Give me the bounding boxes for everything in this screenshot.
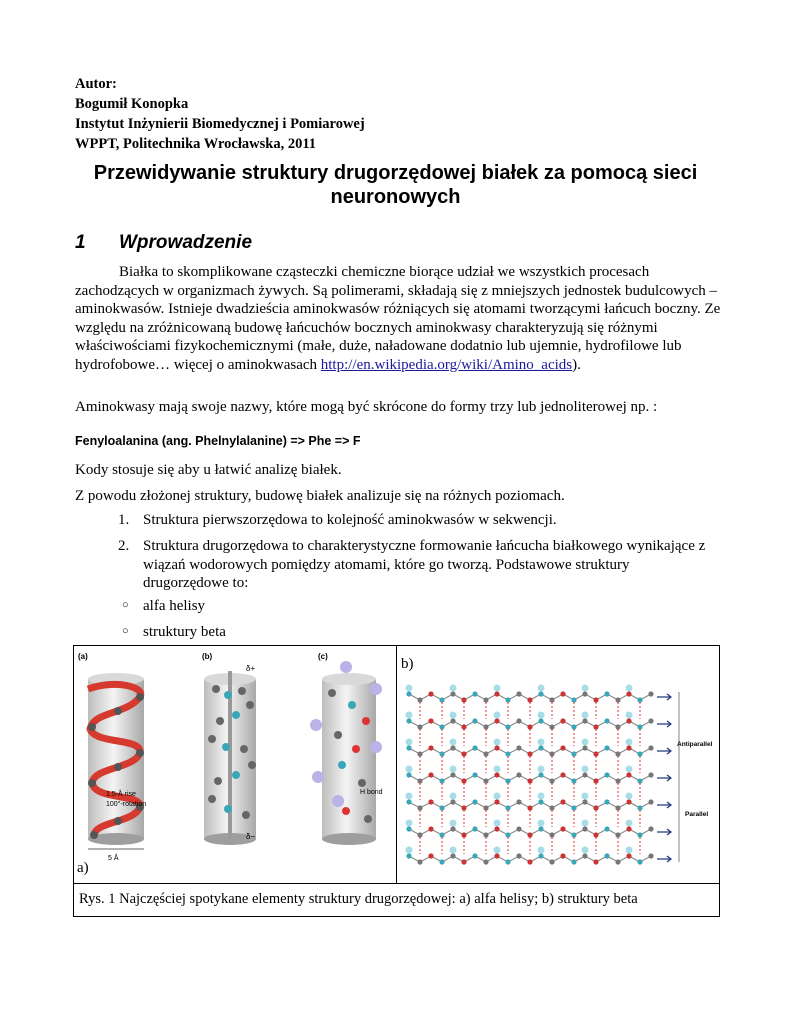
list-item: [118, 537, 718, 593]
list-number: 1.: [118, 512, 130, 528]
section-number: 1: [75, 232, 86, 253]
intro-paragraph: [75, 263, 725, 374]
strand-direction-arrow-icon: [657, 856, 671, 862]
codes-paragraph: Kody stosuje się aby u łatwić analizę białek.: [75, 462, 342, 478]
delta-minus-label: δ−: [246, 832, 256, 841]
amino-acids-link[interactable]: http://en.wikipedia.org/wiki/Amino_acids: [320, 356, 573, 373]
helix-cylinder-top: [322, 673, 376, 685]
figure-caption: Rys. 1 Najczęściej spotykane elementy struktury drugorzędowej: a) alfa helisy; b) struktury beta: [79, 891, 638, 907]
author-institute: Instytut Inżynierii Biomedycznej i Pomiarowej: [75, 116, 365, 132]
bullet-item: [122, 598, 205, 615]
width-label: 5 Å: [108, 855, 119, 862]
figure-divider-horizontal: [74, 883, 719, 884]
list-text: Struktura drugorzędowa to charakterystyczne formowanie łańcucha białkowego wynikające z wiązań wodorowych pomiędzy atomami, które go tworzą. Podstawowe struktury drugorzędowe to:: [143, 538, 706, 591]
bullet-text: struktury beta: [143, 624, 226, 640]
beta-sheet-illustration: [399, 684, 717, 874]
levels-paragraph: Z powodu złożonej struktury, budowę białek analizuje się na różnych poziomach.: [75, 488, 565, 504]
sub-label-c: (c): [318, 652, 328, 661]
strand-direction-arrow-icon: [657, 694, 671, 700]
antiparallel-label: Antiparallel: [677, 741, 713, 748]
author-name: Bogumił Konopka: [75, 96, 189, 112]
parallel-label: Parallel: [685, 811, 709, 818]
document-title: Przewidywanie struktury drugorzędowej białek za pomocą sieci neuronowych: [93, 162, 698, 208]
sub-label-b: (b): [202, 652, 213, 661]
list-number: 2.: [118, 538, 130, 554]
list-text: Struktura pierwszorzędowa to kolejność aminokwasów w sekwencji.: [143, 512, 557, 528]
section-heading: [75, 232, 252, 254]
panel-a-label: a): [77, 860, 89, 876]
strand-direction-arrow-icon: [657, 829, 671, 835]
author-label: Autor:: [75, 76, 117, 92]
alpha-helix-illustration: [76, 649, 394, 867]
rise-label: 1.5-Å rise: [106, 791, 136, 798]
strand-direction-arrow-icon: [657, 748, 671, 754]
bullet-item: [122, 624, 226, 641]
figure-divider-vertical: [396, 646, 397, 883]
panel-b-label: b): [401, 656, 414, 672]
bullet-circle-icon: ○: [122, 599, 129, 611]
beta-strand: [406, 685, 654, 703]
strand-direction-arrow-icon: [657, 721, 671, 727]
hbond-label: H bond: [360, 789, 383, 796]
bullet-circle-icon: ○: [122, 625, 129, 637]
figure-table: [73, 645, 720, 917]
bullet-text: alfa helisy: [143, 598, 206, 614]
author-block: [75, 74, 365, 154]
delta-plus-label: δ+: [246, 664, 256, 673]
author-faculty: WPPT, Politechnika Wrocławska, 2011: [75, 136, 317, 152]
sub-label-a: (a): [78, 652, 88, 661]
section-title: Wprowadzenie: [119, 232, 253, 253]
intro-text: Białka to skomplikowane cząsteczki chemiczne biorące udział we wszystkich procesach zachodzących w organizmach żywych. Są polimerami, składają się z mniejszych jednostek budulcowych – aminokwasów. Istnieje dwadzieścia aminokwasów różniących się atomami tworzącymi łańcuch boczny. Ze względu na zróżnicowaną budowę łańcuchów bocznych aminokwasy charakteryzują się różnymi właściwościami fizykochemicznymi (małe, duże, naładowane dodatnio lub ujemnie, hydrofilowe lub hydrofobowe… więcej o aminokwasach: [75, 264, 721, 373]
example-heading: Fenyloalanina (ang. Phelnylalanine) => Phe => F: [75, 434, 361, 448]
strand-direction-arrow-icon: [657, 802, 671, 808]
list-item: [118, 511, 718, 530]
names-paragraph: Aminokwasy mają swoje nazwy, które mogą być skrócone do formy trzy lub jednoliterowej np. :: [75, 399, 658, 415]
rotation-label: 100°-rotation: [106, 801, 147, 808]
strand-direction-arrow-icon: [657, 775, 671, 781]
helix-cylinder-bottom: [322, 833, 376, 845]
intro-suffix: ).: [572, 356, 581, 373]
